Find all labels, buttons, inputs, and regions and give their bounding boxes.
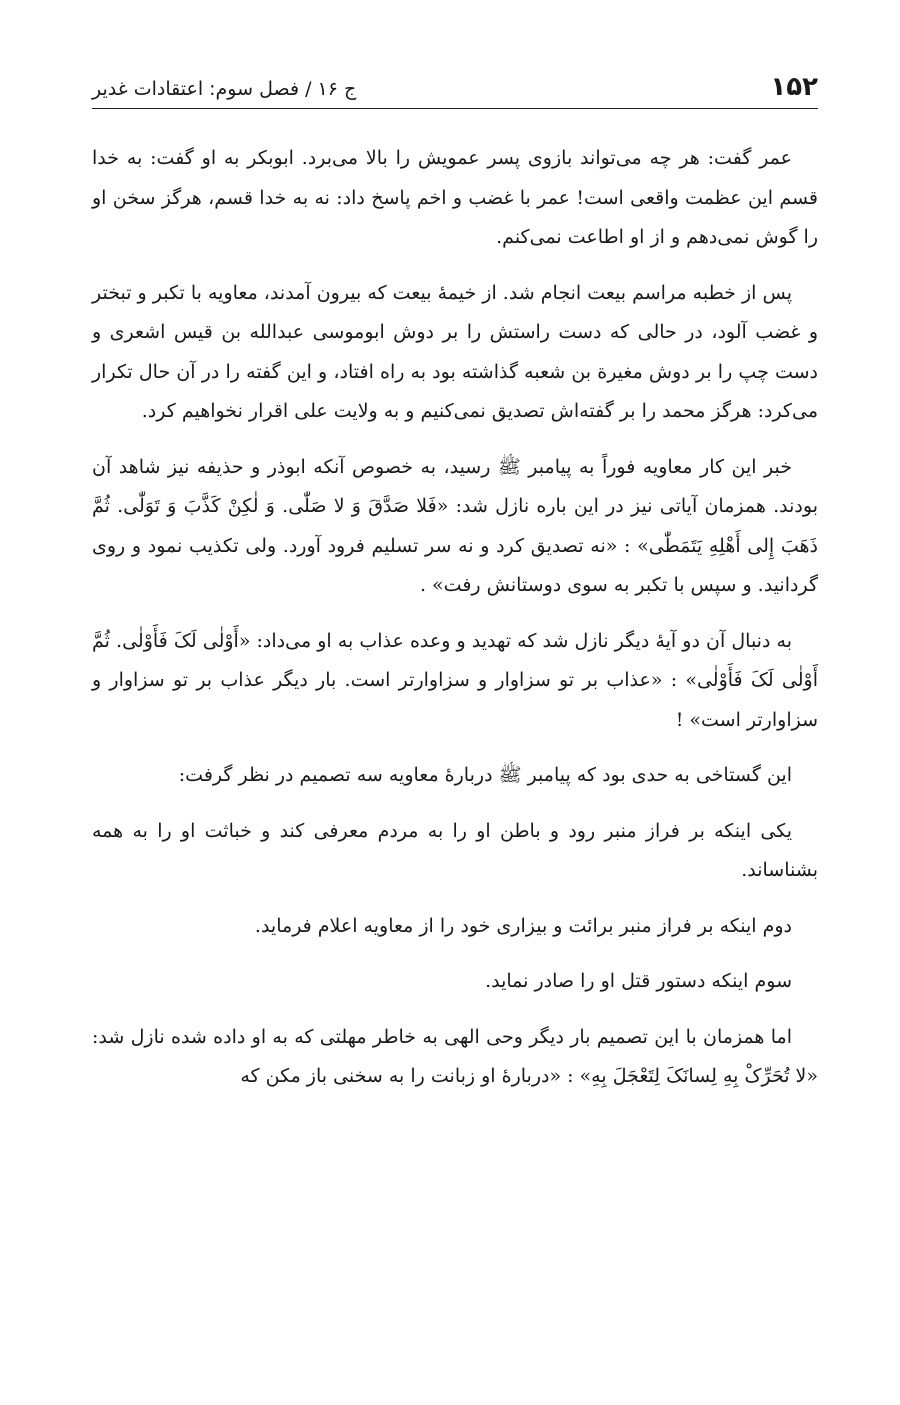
running-title: ج ۱۶ / فصل سوم: اعتقادات غدیر [92, 78, 357, 100]
paragraph: عمر گفت: هر چه می‌تواند بازوی پسر عمویش را بالا می‌برد. ابوبکر به او گفت: به خدا قسم این عظمت واقعی است! عمر با غضب و اخم پاسخ داد: نه به خدا قسم، هرگز سخن او را گوش نمی‌دهم و از او اطاعت نمی‌کنم. [92, 147, 818, 248]
list-item: دوم اینکه بر فراز منبر برائت و بیزاری خود را از معاویه اعلام فرماید. [254, 914, 792, 937]
paragraph: خبر این کار معاویه فوراً به پیامبر ﷺ رسید، به خصوص آنکه ابوذر و حذیفه نیز شاهد آن بودند. همزمان آیاتی نیز در این باره نازل شد: «فَلا صَدَّقَ وَ لا صَلّٰی. وَ لٰکِنْ کَذَّبَ وَ تَوَلّٰی. ثُمَّ ذَهَبَ إِلی أَهْلِهِ یَتَمَطّٰی» : «نه تصدیق کرد و نه سر تسلیم فرود آورد. ولی تکذیب نمود و روی گردانید. و سپس با تکبر به سوی دوستانش رفت» . [92, 455, 818, 596]
list-intro: این گستاخی به حدی بود که پیامبر ﷺ دربارهٔ معاویه سه تصمیم در نظر گرفت: [178, 764, 792, 786]
closing-paragraph: اما همزمان با این تصمیم بار دیگر وحی الهی به خاطر مهلتی که به او داده شده نازل شد: «لا تُحَرِّکْ بِهِ لِسانَکَ لِتَعْجَلَ بِهِ» : «دربارهٔ او زبانت را به سخنی باز مکن که [92, 1025, 818, 1087]
body-text [92, 139, 818, 1097]
paragraph: به دنبال آن دو آیهٔ دیگر نازل شد که تهدید و وعده عذاب به او می‌داد: «أَوْلٰی لَکَ فَأَوْلٰی. ثُمَّ أَوْلٰی لَکَ فَأَوْلٰی» : «عذاب بر تو سزاوار و سزاوارتر است. بار دیگر عذاب بر تو سزاوار و سزاوارتر است» ! [92, 629, 818, 731]
page-header [92, 60, 818, 109]
page-number: ۱۵۲ [770, 72, 818, 102]
list-item: یکی اینکه بر فراز منبر رود و باطن او را به مردم معرفی کند و خباثت او را به همه بشناساند. [92, 819, 818, 881]
book-page [92, 60, 818, 1113]
list-item: سوم اینکه دستور قتل او را صادر نماید. [485, 970, 792, 992]
paragraph: پس از خطبه مراسم بیعت انجام شد. از خیمهٔ بیعت که بیرون آمدند، معاویه با تکبر و تبختر و غضب آلود، در حالی که دست راستش را بر دوش ابوموسی عبدالله بن قیس اشعری و دست چپ را بر دوش مغیرة بن شعبه گذاشته بود به راه افتاد، و این گفته را در آن حال تکرار می‌کرد: هرگز محمد را بر گفته‌اش تصدیق نمی‌کنیم و به ولایت علی اقرار نخواهیم کرد. [92, 281, 819, 422]
